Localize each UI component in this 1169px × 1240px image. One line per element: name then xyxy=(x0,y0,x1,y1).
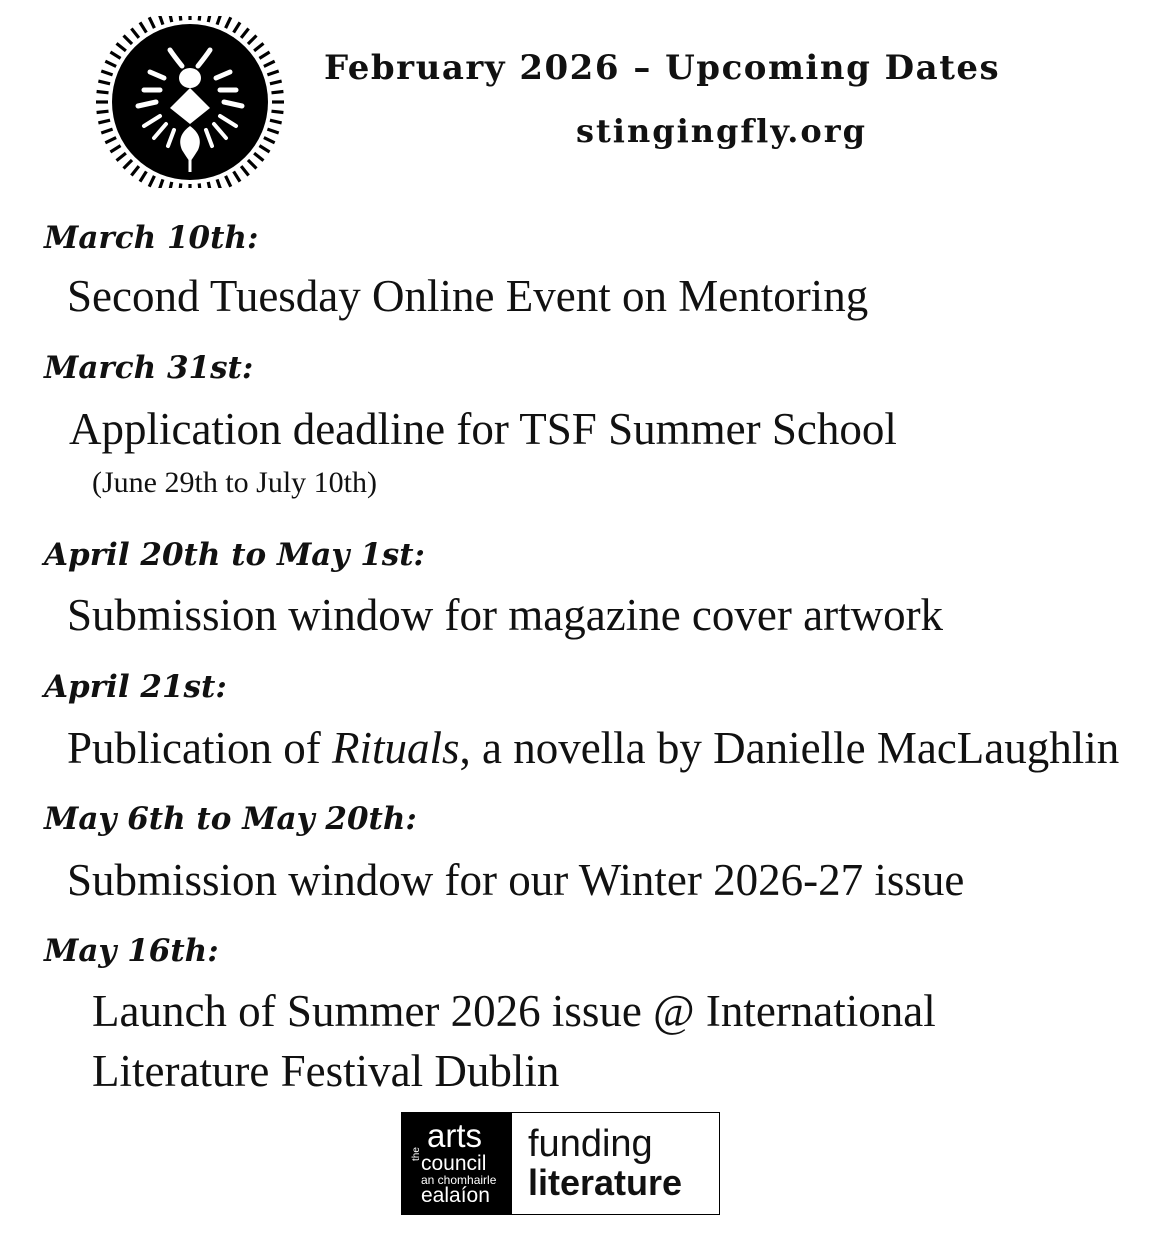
logo-ray xyxy=(234,171,240,181)
logo-ray xyxy=(270,120,282,123)
logo-ray xyxy=(97,91,109,92)
logo-ray xyxy=(208,16,211,22)
event-description-end: , a novella by Danielle MacLaughlin xyxy=(459,723,1120,773)
logo-ray xyxy=(271,91,283,92)
logo-ray xyxy=(159,179,163,188)
logo-ray xyxy=(259,52,269,58)
logo-ray xyxy=(105,138,116,143)
event-date-label: April 21st: xyxy=(44,669,227,705)
logo-ray xyxy=(254,43,263,50)
event-description: Application deadline for TSF Summer School xyxy=(69,404,897,454)
funding-label: funding xyxy=(528,1123,653,1165)
logo-ray xyxy=(267,71,278,75)
logo-ray xyxy=(131,166,138,175)
website-url: stingingfly.org xyxy=(576,112,867,150)
logo-ray xyxy=(105,61,116,66)
event-date-label: May 16th: xyxy=(44,933,219,969)
logo-ray xyxy=(124,160,132,168)
logo-ray xyxy=(208,182,211,188)
logo-ray xyxy=(149,17,154,28)
event-date-label: May 6th to May 20th: xyxy=(44,801,417,837)
logo-ray xyxy=(254,153,263,160)
logo-ray xyxy=(124,36,132,44)
logo-ray xyxy=(97,111,109,112)
literature-label: literature xyxy=(528,1162,683,1203)
event-date-label: April 20th to May 1st: xyxy=(44,537,425,573)
funding-literature-text xyxy=(512,1113,719,1214)
logo-ray xyxy=(199,183,200,188)
logo-ray xyxy=(110,146,120,152)
logo-ray xyxy=(159,16,163,25)
event-description-line-2: Literature Festival Dublin xyxy=(92,1046,560,1096)
logo-ray xyxy=(117,153,126,160)
event-description-line-1: Launch of Summer 2026 issue @ International xyxy=(92,986,936,1036)
event-date-range-note: (June 29th to July 10th) xyxy=(92,466,377,499)
logo-ray xyxy=(226,17,231,28)
logo-ray xyxy=(140,171,146,181)
logo-ray xyxy=(98,120,110,123)
logo-ray xyxy=(117,43,126,50)
logo-ray xyxy=(101,71,112,75)
logo-ray xyxy=(140,22,146,32)
stinging-fly-bee-logo-icon xyxy=(94,16,286,188)
logo-ray xyxy=(169,16,172,22)
arts-council-council: council xyxy=(421,1152,487,1175)
book-title: Rituals xyxy=(331,723,460,773)
logo-ray xyxy=(149,176,154,187)
logo-ray xyxy=(179,16,180,21)
logo-ray xyxy=(131,29,138,38)
logo-ray xyxy=(234,22,240,32)
logo-ray xyxy=(101,129,112,133)
logo-ray xyxy=(264,138,275,143)
arts-council-the: the xyxy=(411,1147,422,1161)
logo-ray xyxy=(169,182,172,188)
logo-ray xyxy=(241,29,248,38)
event-description: Submission window for magazine cover artwork xyxy=(67,590,944,640)
event-description: Submission window for our Winter 2026-27 issue xyxy=(67,855,965,905)
logo-ray xyxy=(217,179,221,188)
logo-ray xyxy=(179,183,180,188)
logo-ray xyxy=(199,16,200,21)
event-description-start: Publication of xyxy=(67,723,332,773)
logo-ray xyxy=(271,111,283,112)
logo-ray xyxy=(248,36,256,44)
event-date-label: March 10th: xyxy=(44,220,259,256)
logo-ray xyxy=(270,81,282,84)
event-description: Second Tuesday Online Event on Mentoring xyxy=(67,271,869,321)
logo-ray xyxy=(259,146,269,152)
event-date-label: March 31st: xyxy=(44,350,254,386)
arts-council-funding-logo xyxy=(401,1112,720,1215)
event-description xyxy=(67,722,1119,774)
logo-ray xyxy=(248,160,256,168)
arts-council-logo xyxy=(402,1113,512,1214)
logo-ray xyxy=(110,52,120,58)
logo-ray xyxy=(267,129,278,133)
logo-ray xyxy=(217,16,221,25)
page-title: February 2026 – Upcoming Dates xyxy=(324,48,1001,88)
logo-ray xyxy=(98,81,110,84)
arts-council-ealaion: ealaíon xyxy=(421,1184,490,1207)
arts-council-arts: arts xyxy=(427,1117,483,1154)
logo-ray xyxy=(241,166,248,175)
logo-ray xyxy=(226,176,231,187)
arts-council-chomhairle: an chomhairle xyxy=(421,1173,497,1187)
logo-ray xyxy=(264,61,275,66)
